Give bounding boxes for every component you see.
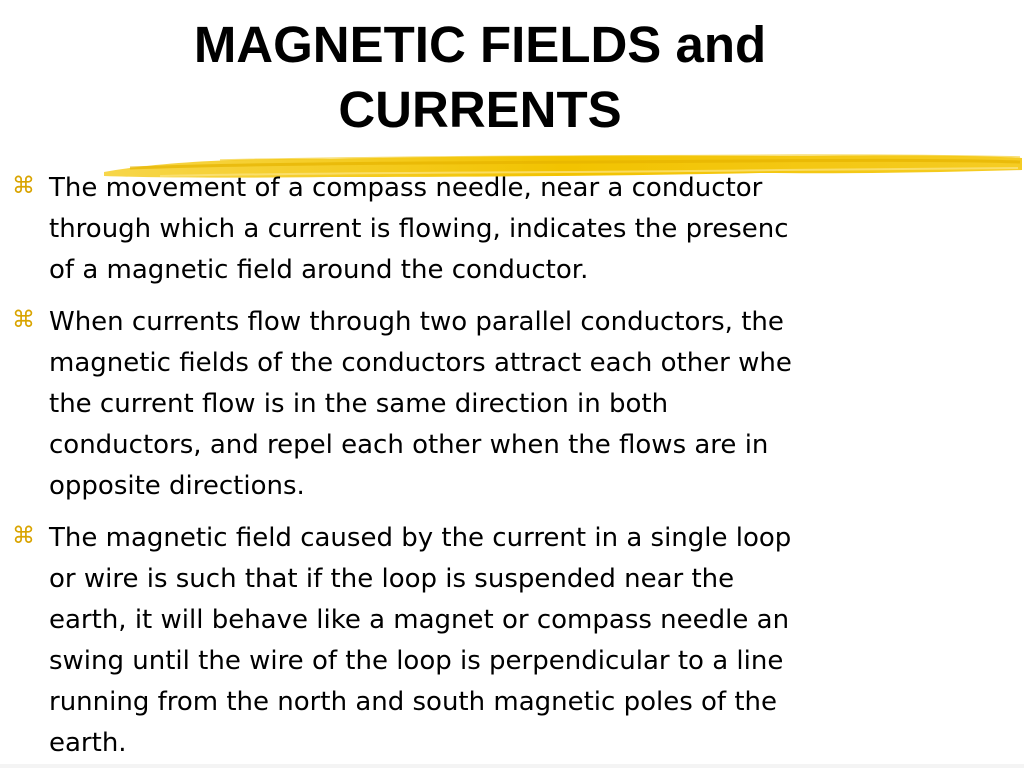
bullet-item <box>0 518 1024 764</box>
slide-title <box>0 12 960 142</box>
bullet-list <box>0 168 1024 775</box>
slide-title-line-1: MAGNETIC FIELDS and <box>193 16 767 73</box>
bullet-text: When currents flow through two parallel conductors, the magnetic fields of the conductors attract each other whe the current flow is in the same direction in both conductors, and repel each other when the flows are in opposite directions. <box>49 307 792 501</box>
bullet-text: The movement of a compass needle, near a conductor through which a current is flowing, indicates the presenc of a magnetic field around the conductor. <box>49 173 789 285</box>
slide-title-line-2: CURRENTS <box>338 81 622 138</box>
bullet-item <box>0 302 1024 507</box>
command-key-icon: ⌘ <box>12 523 35 549</box>
command-key-icon: ⌘ <box>12 307 35 333</box>
bullet-text: The magnetic field caused by the current in a single loop or wire is such that if the loop is suspended near the earth, it will behave like a magnet or compass needle an swing until the wire of the loop is perpendicular to a line running from the north and south magnetic poles of the earth. <box>49 523 792 758</box>
command-key-icon: ⌘ <box>12 173 35 199</box>
bullet-item <box>0 168 1024 291</box>
slide-bottom-edge <box>0 764 1024 768</box>
